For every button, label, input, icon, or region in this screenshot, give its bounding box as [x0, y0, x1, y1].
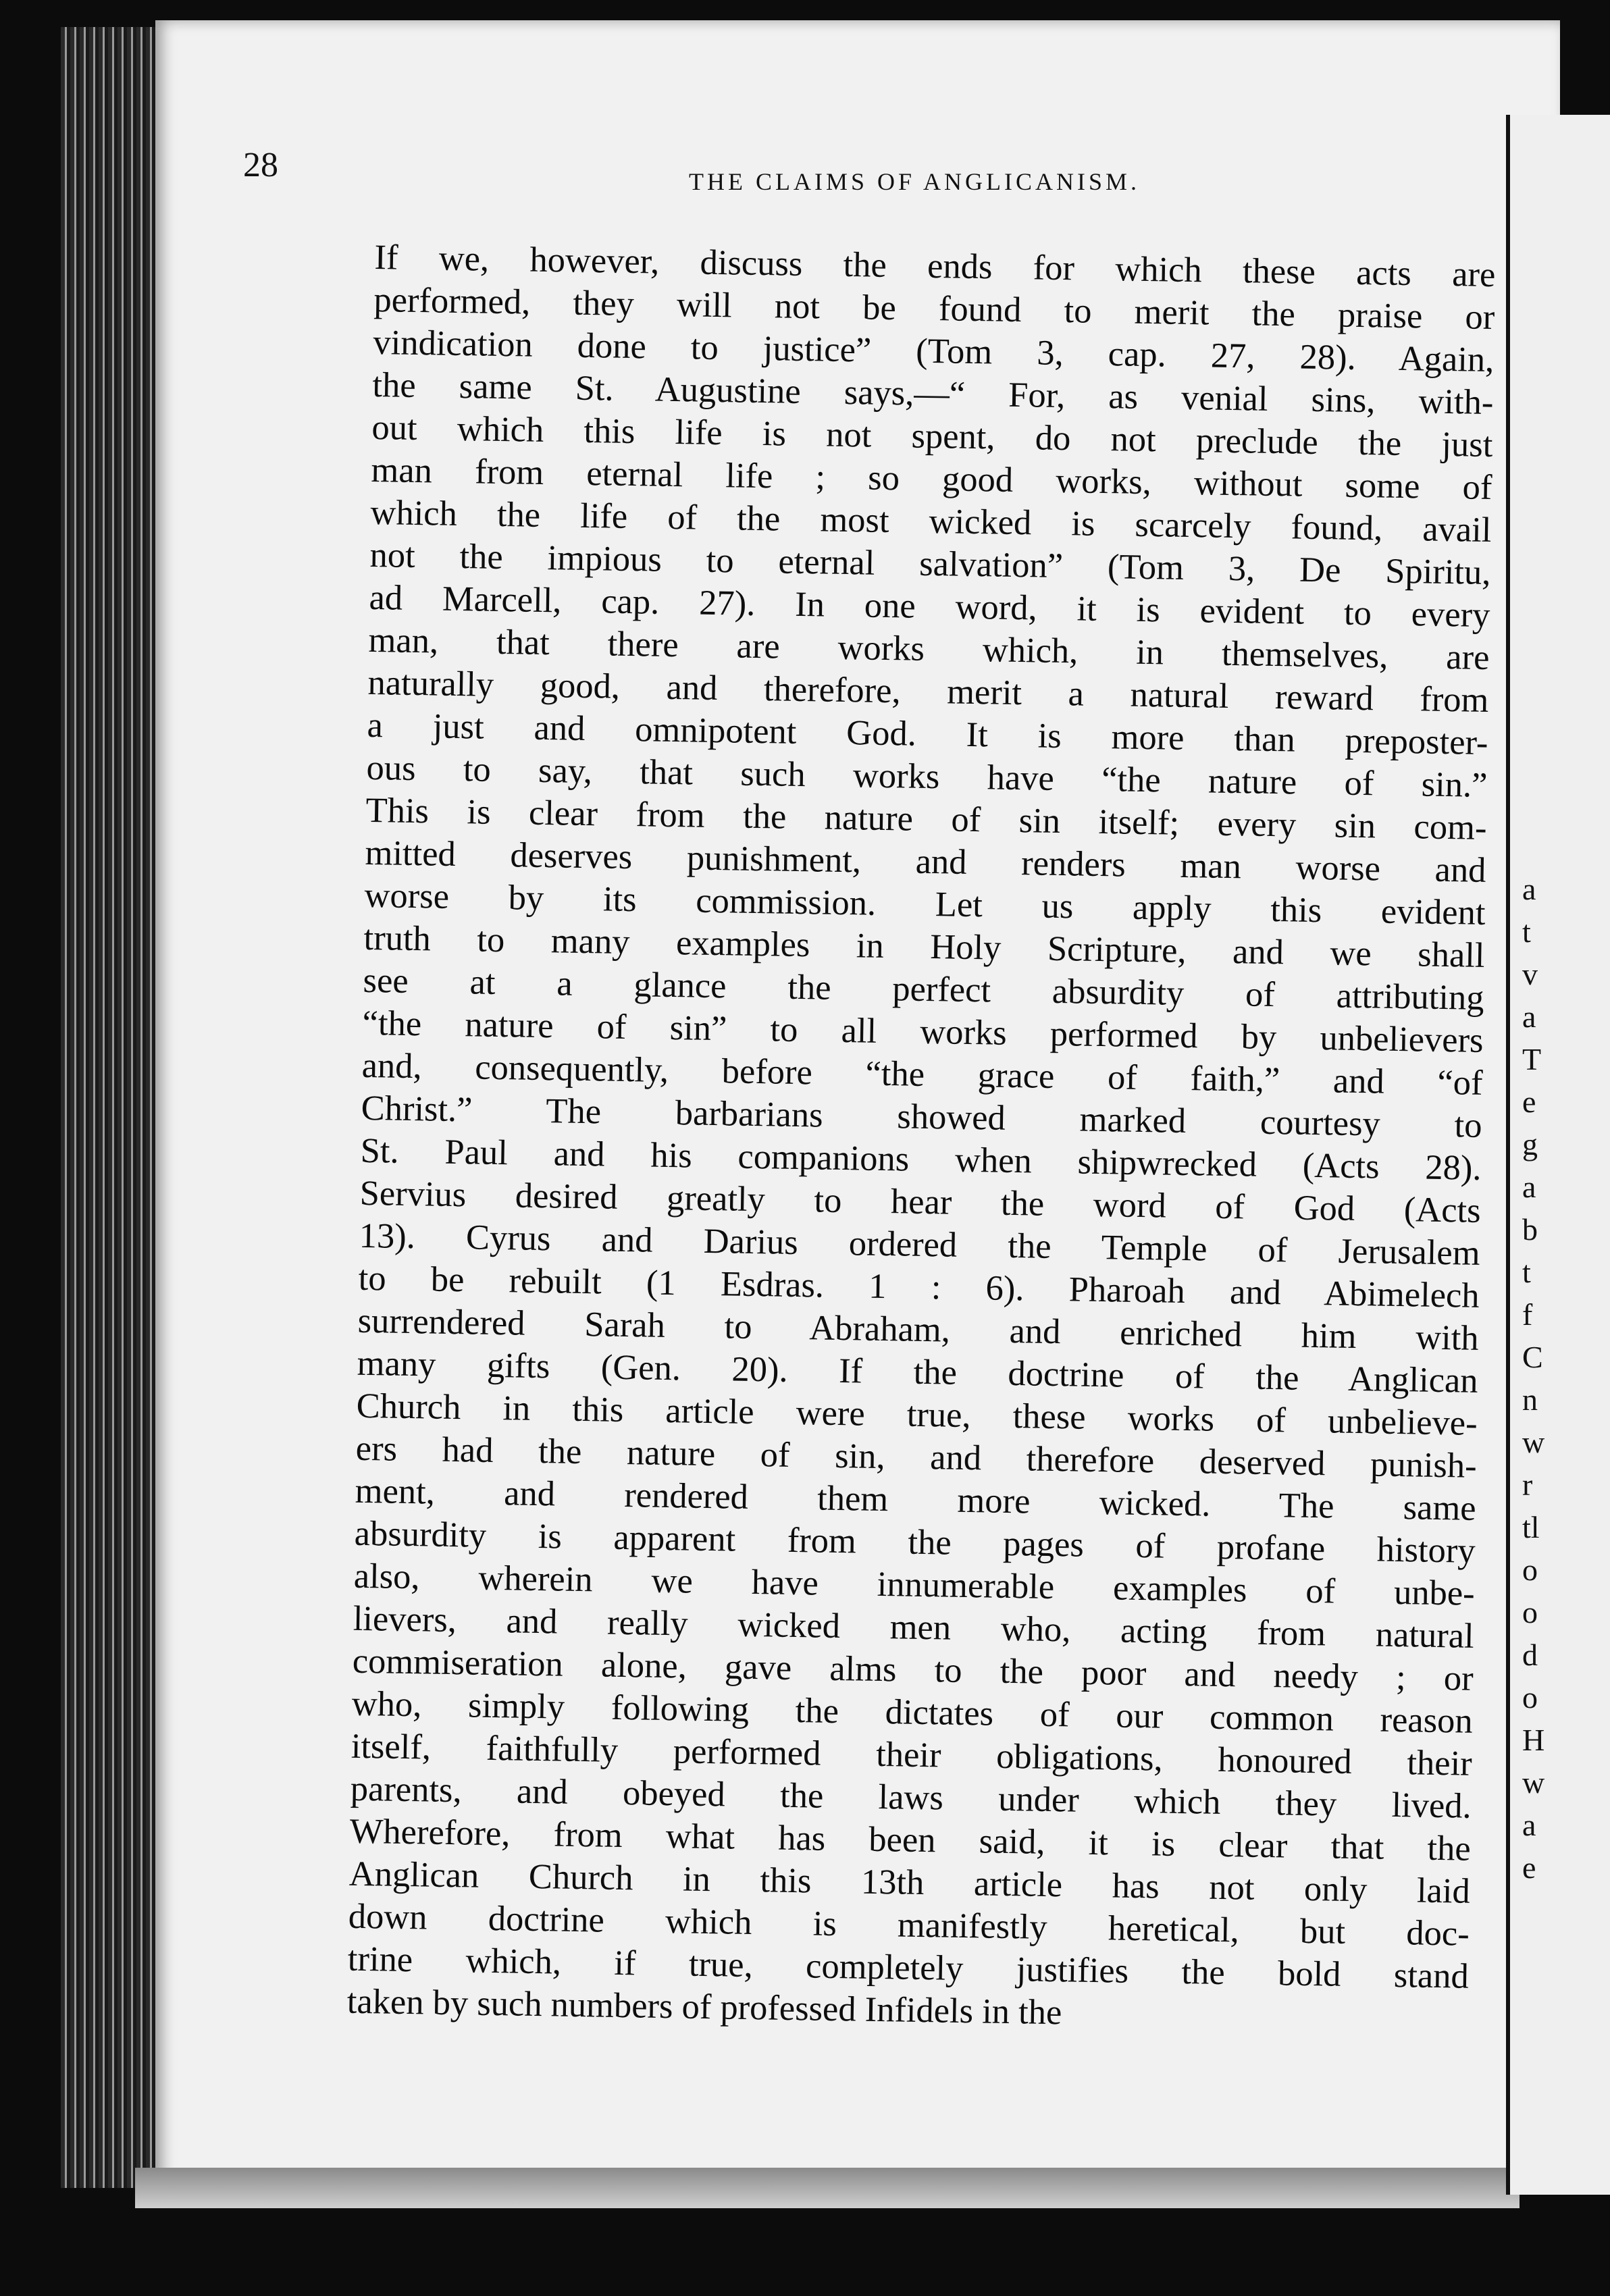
text-line: out which this life is not spent, do not preclude the just [371, 407, 1493, 465]
facing-page-fragment: o [1522, 1595, 1538, 1629]
text-line: a just and omnipotent God. It is more than preposter- [367, 705, 1488, 762]
text-line: also, wherein we have innumerable examples of unbe- [353, 1556, 1476, 1613]
facing-page-fragment: o [1522, 1553, 1538, 1587]
text-line: down doctrine which is manifestly heretical, but doc- [348, 1896, 1470, 1954]
text-line: ous to say, that such works have “the nature of sin.” [366, 748, 1488, 805]
text-line: surrendered Sarah to Abraham, and enriched him with [357, 1301, 1480, 1358]
facing-page-fragment: a [1522, 999, 1536, 1034]
text-line: lievers, and really wicked men who, acting from natural [353, 1598, 1475, 1656]
facing-page-fragment: f [1522, 1297, 1533, 1332]
text-line: not the impious to eternal salvation” (Tom 3, De Spiritu, [369, 535, 1491, 593]
facing-page-fragment: r [1522, 1467, 1533, 1502]
text-line: If we, however, discuss the ends for which these acts are [374, 237, 1496, 295]
text-line: absurdity is apparent from the pages of profane history [354, 1513, 1476, 1571]
facing-page-fragment: a [1522, 1170, 1536, 1204]
facing-page-fragment: t [1522, 914, 1531, 949]
text-line: ers had the nature of sin, and therefore deserved punish- [355, 1428, 1478, 1486]
text-line: This is clear from the nature of sin itself; every sin com- [365, 790, 1487, 847]
book-spine-edges [61, 27, 162, 2188]
facing-page-fragment: v [1522, 957, 1538, 991]
text-line: Wherefore, from what has been said, it is clear that the [349, 1811, 1472, 1869]
facing-page-fragment: H [1522, 1723, 1545, 1757]
running-head: THE CLAIMS OF ANGLICANISM. [689, 168, 1141, 195]
text-line: Christ.” The barbarians showed marked courtesy to [361, 1088, 1482, 1145]
facing-page-fragment: d [1522, 1638, 1538, 1672]
facing-page-edge [1506, 115, 1610, 2195]
text-line: itself, faithfully performed their obligations, honoured their [350, 1726, 1473, 1783]
text-line: Servius desired greatly to hear the word of God (Acts [359, 1173, 1481, 1230]
text-line: ment, and rendered them more wicked. The same [355, 1471, 1477, 1528]
facing-page-fragment: t [1522, 1255, 1531, 1289]
text-line: ad Marcell, cap. 27). In one word, it is evident to every [369, 577, 1490, 635]
text-line: man, that there are works which, in themselves, are [368, 620, 1490, 677]
facing-page-fragment: b [1522, 1212, 1538, 1247]
text-line: who, simply following the dictates of our common reason [351, 1684, 1474, 1741]
facing-page-fragment: w [1522, 1425, 1545, 1459]
facing-page-fragment: o [1522, 1680, 1538, 1715]
facing-page-fragment: g [1522, 1127, 1538, 1162]
facing-page-fragment: w [1522, 1765, 1545, 1800]
facing-page-fragment: T [1522, 1042, 1542, 1076]
facing-page-fragment: tl [1522, 1510, 1540, 1544]
facing-page-fragment: n [1522, 1382, 1538, 1417]
text-line: to be rebuilt (1 Esdras. 1 : 6). Pharoah and Abimelech [358, 1258, 1480, 1315]
text-line: the same St. Augustine says,—“ For, as venial sins, with- [372, 365, 1494, 423]
text-line: Anglican Church in this 13th article has not only laid [348, 1854, 1471, 1911]
text-line: parents, and obeyed the laws under which they lived. [350, 1769, 1472, 1826]
text-line: commiseration alone, gave alms to the poor and needy ; or [352, 1641, 1474, 1698]
text-line: naturally good, and therefore, merit a natural reward from [367, 662, 1489, 720]
text-line: mitted deserves punishment, and renders man worse and [365, 833, 1486, 890]
facing-page-fragment: a [1522, 1808, 1536, 1842]
text-line: truth to many examples in Holy Scripture, and we shall [363, 918, 1485, 975]
page-number: 28 [243, 146, 278, 184]
text-line: and, consequently, before “the grace of faith,” and “of [361, 1045, 1483, 1103]
facing-page-fragment: e [1522, 1850, 1536, 1885]
text-line: man from eternal life ; so good works, without some of [371, 450, 1492, 508]
text-line: taken by such numbers of professed Infidels in the [346, 1981, 1062, 2033]
body-text [346, 236, 1495, 2041]
text-line: Church in this article were true, these works of unbelieve- [356, 1386, 1478, 1443]
text-line: see at a glance the perfect absurdity of attributing [363, 960, 1484, 1018]
text-line: vindication done to justice” (Tom 3, cap. 27, 28). Again, [373, 322, 1495, 380]
text-line: St. Paul and his companions when shipwrecked (Acts 28). [360, 1130, 1482, 1188]
facing-page-fragment: C [1522, 1340, 1543, 1374]
text-line: which the life of the most wicked is scarcely found, avail [370, 492, 1492, 550]
text-line: performed, they will not be found to merit the praise or [373, 280, 1495, 338]
text-line: “the nature of sin” to all works performed by unbelievers [362, 1003, 1484, 1060]
facing-page-fragment: a [1522, 872, 1536, 906]
text-line: worse by its commission. Let us apply this evident [364, 875, 1486, 933]
text-line: trine which, if true, completely justifies the bold stand [347, 1939, 1470, 1996]
text-line: 13). Cyrus and Darius ordered the Temple of Jerusalem [359, 1216, 1481, 1273]
page-bottom-shadow [135, 2168, 1520, 2208]
facing-page-fragment: e [1522, 1085, 1536, 1119]
text-line: many gifts (Gen. 20). If the doctrine of the Anglican [357, 1343, 1479, 1401]
